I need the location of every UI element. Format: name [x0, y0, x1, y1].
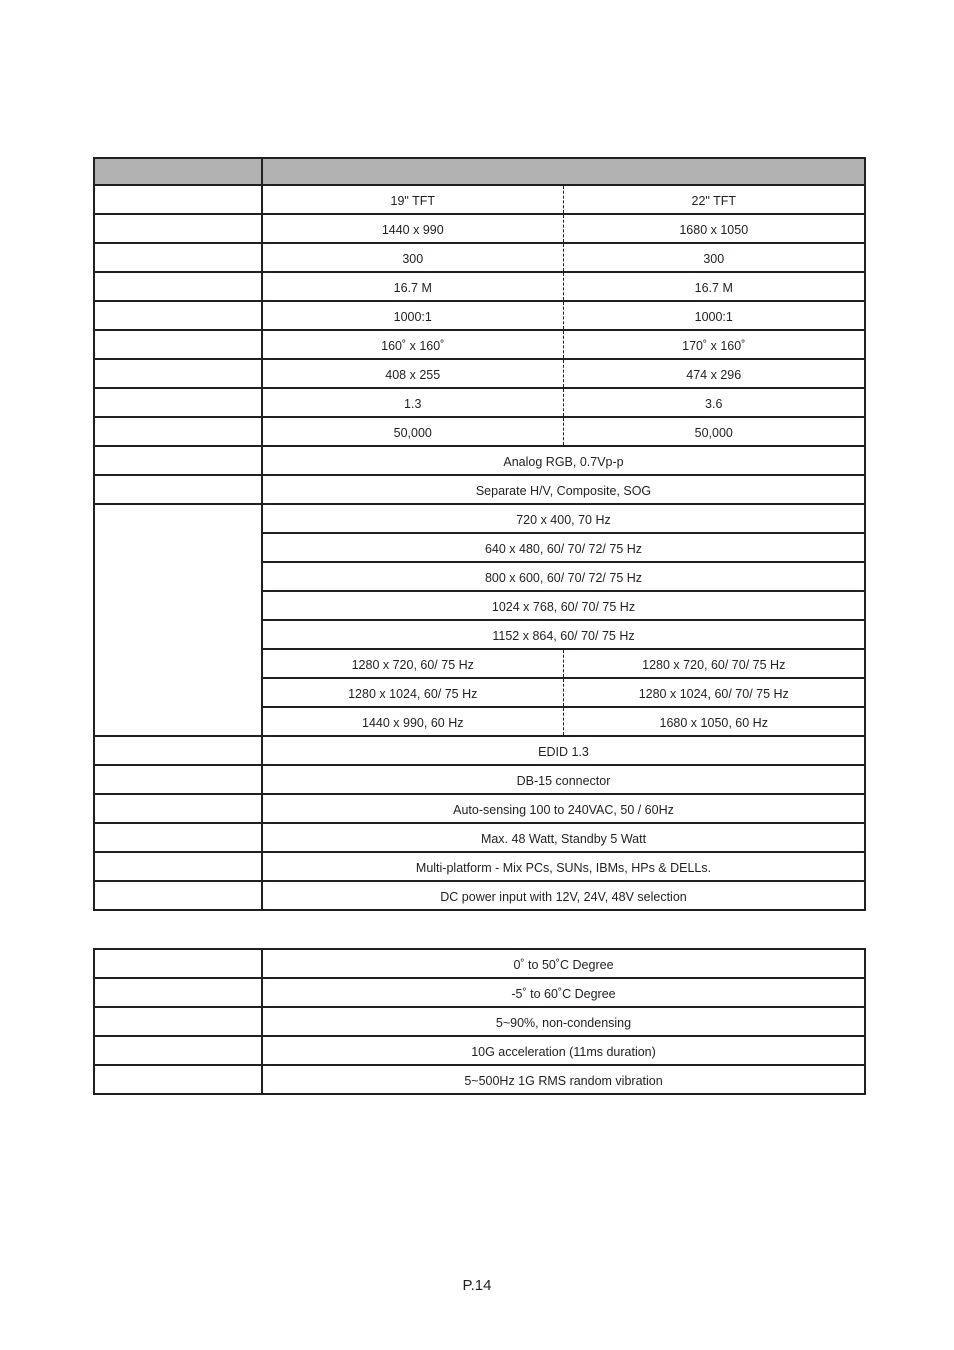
row-label [94, 301, 262, 330]
value-19in: 1.3 [262, 388, 563, 417]
table-row [94, 330, 865, 359]
table-header-row [94, 158, 865, 185]
timing-value-19in: 1440 x 990, 60 Hz [262, 707, 563, 736]
row-label [94, 1036, 262, 1065]
merged-value: Multi-platform - Mix PCs, SUNs, IBMs, HPs & DELLs. [262, 852, 865, 881]
row-label [94, 1065, 262, 1094]
table-row [94, 765, 865, 794]
timing-value: 800 x 600, 60/ 70/ 72/ 75 Hz [262, 562, 865, 591]
table-row [94, 978, 865, 1007]
value-22in: 50,000 [563, 417, 865, 446]
table-row [94, 214, 865, 243]
merged-value: EDID 1.3 [262, 736, 865, 765]
timing-value: 640 x 480, 60/ 70/ 72/ 75 Hz [262, 533, 865, 562]
table-row [94, 446, 865, 475]
row-label [94, 417, 262, 446]
merged-value: Analog RGB, 0.7Vp-p [262, 446, 865, 475]
merged-value: Separate H/V, Composite, SOG [262, 475, 865, 504]
row-label [94, 765, 262, 794]
timing-value: 720 x 400, 70 Hz [262, 504, 865, 533]
table-row [94, 359, 865, 388]
header-value-cell [262, 158, 865, 185]
row-label [94, 852, 262, 881]
table-row [94, 1007, 865, 1036]
row-label [94, 359, 262, 388]
timing-value-19in: 1280 x 720, 60/ 75 Hz [262, 649, 563, 678]
value-19in: 408 x 255 [262, 359, 563, 388]
table-row [94, 243, 865, 272]
table-row [94, 852, 865, 881]
env-value: 5~500Hz 1G RMS random vibration [262, 1065, 865, 1094]
table-row [94, 272, 865, 301]
merged-value: Auto-sensing 100 to 240VAC, 50 / 60Hz [262, 794, 865, 823]
environment-spec-table [93, 948, 866, 1095]
row-label [94, 736, 262, 765]
page-number: P.14 [462, 1277, 492, 1294]
row-label [94, 330, 262, 359]
value-22in: 1680 x 1050 [563, 214, 865, 243]
row-label [94, 475, 262, 504]
table-row [94, 475, 865, 504]
value-22in: 3.6 [563, 388, 865, 417]
table-row [94, 823, 865, 852]
table-row [94, 794, 865, 823]
power-value: DC power input with 12V, 24V, 48V selection [262, 881, 865, 910]
merged-value: DB-15 connector [262, 765, 865, 794]
env-value: 5~90%, non-condensing [262, 1007, 865, 1036]
table-row [94, 736, 865, 765]
value-19in: 1000:1 [262, 301, 563, 330]
timing-value-19in: 1280 x 1024, 60/ 75 Hz [262, 678, 563, 707]
row-label [94, 881, 262, 910]
env-value: 0˚ to 50˚C Degree [262, 949, 865, 978]
table-row [94, 388, 865, 417]
value-19in: 1440 x 990 [262, 214, 563, 243]
value-19in: 19" TFT [262, 185, 563, 214]
table-row [94, 185, 865, 214]
row-label [94, 243, 262, 272]
row-label [94, 949, 262, 978]
row-label [94, 185, 262, 214]
value-19in: 300 [262, 243, 563, 272]
timing-value-22in: 1280 x 1024, 60/ 70/ 75 Hz [563, 678, 865, 707]
table-row [94, 949, 865, 978]
table-row [94, 881, 865, 910]
timing-value: 1152 x 864, 60/ 70/ 75 Hz [262, 620, 865, 649]
value-19in: 160˚ x 160˚ [262, 330, 563, 359]
value-22in: 22" TFT [563, 185, 865, 214]
env-value: -5˚ to 60˚C Degree [262, 978, 865, 1007]
timing-value: 1024 x 768, 60/ 70/ 75 Hz [262, 591, 865, 620]
timing-value-22in: 1680 x 1050, 60 Hz [563, 707, 865, 736]
header-label-cell [94, 158, 262, 185]
value-22in: 16.7 M [563, 272, 865, 301]
table-row [94, 417, 865, 446]
timing-value-22in: 1280 x 720, 60/ 70/ 75 Hz [563, 649, 865, 678]
merged-value: Max. 48 Watt, Standby 5 Watt [262, 823, 865, 852]
value-19in: 16.7 M [262, 272, 563, 301]
env-value: 10G acceleration (11ms duration) [262, 1036, 865, 1065]
value-22in: 170˚ x 160˚ [563, 330, 865, 359]
table-row [94, 1036, 865, 1065]
timing-row [94, 504, 865, 533]
main-spec-table [93, 157, 866, 882]
row-label [94, 794, 262, 823]
value-22in: 474 x 296 [563, 359, 865, 388]
table-row [94, 1065, 865, 1094]
row-label [94, 446, 262, 475]
row-label [94, 823, 262, 852]
row-label [94, 978, 262, 1007]
power-spec-table [93, 880, 866, 911]
table-row [94, 301, 865, 330]
row-label [94, 272, 262, 301]
row-label [94, 214, 262, 243]
value-22in: 1000:1 [563, 301, 865, 330]
value-22in: 300 [563, 243, 865, 272]
value-19in: 50,000 [262, 417, 563, 446]
row-label [94, 388, 262, 417]
timing-label [94, 504, 262, 736]
row-label [94, 1007, 262, 1036]
